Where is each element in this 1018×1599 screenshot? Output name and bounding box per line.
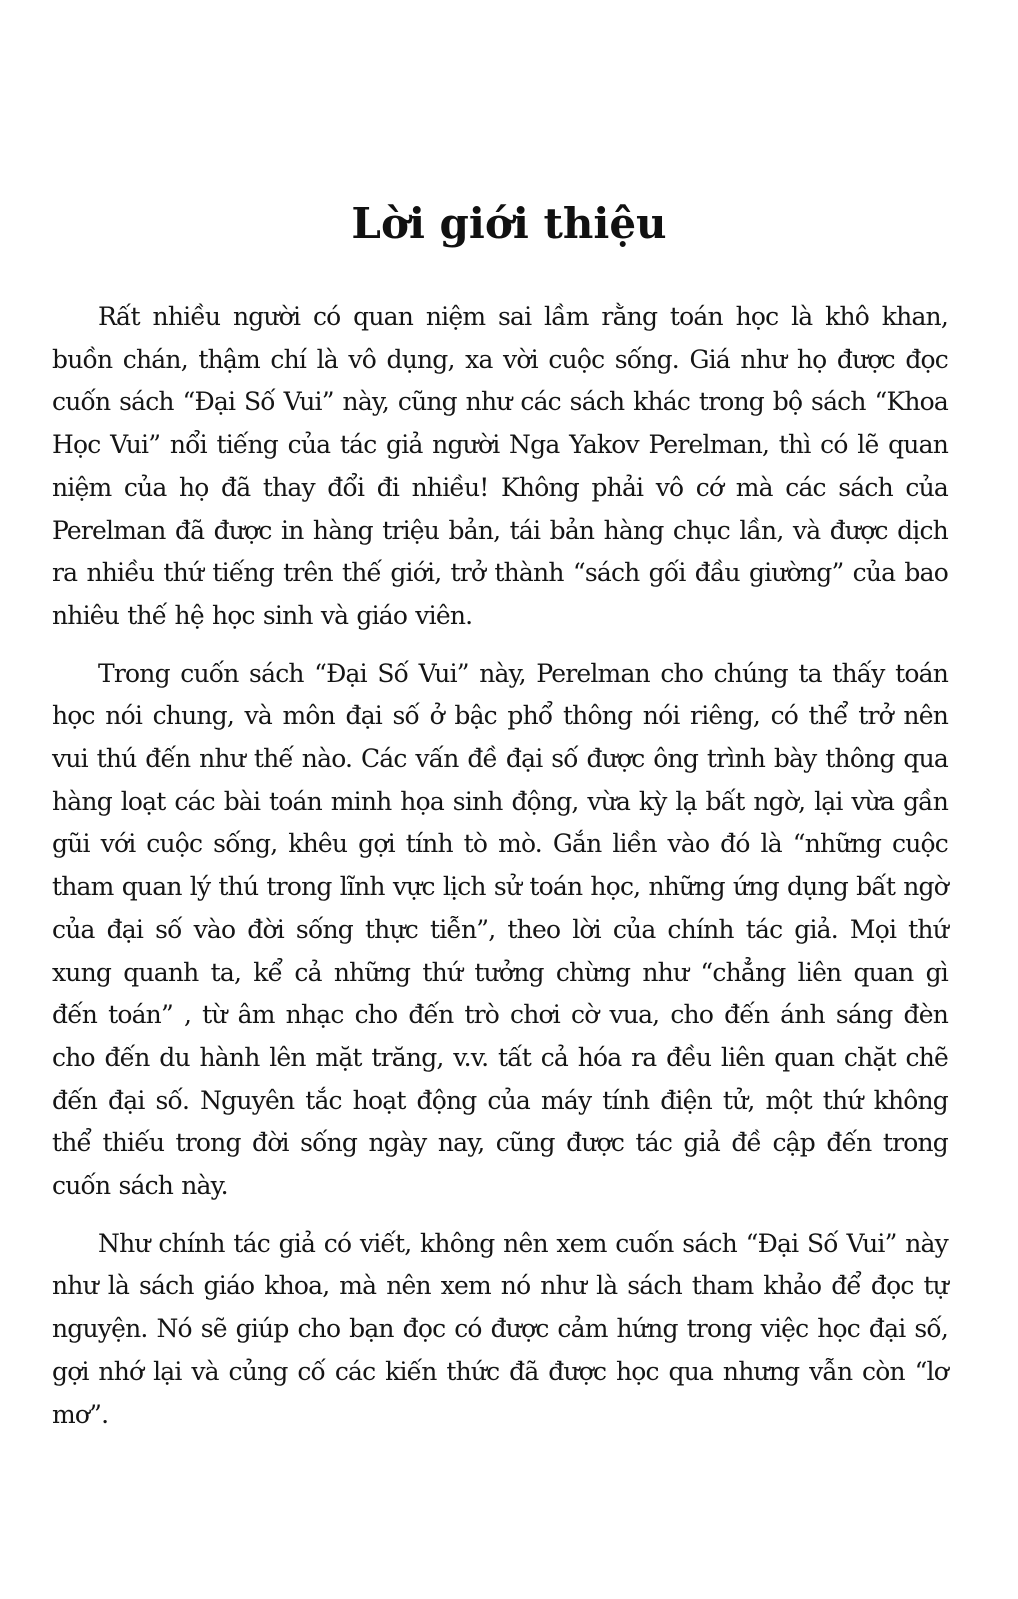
paragraph-2: Trong cuốn sách “Đại Số Vui” này, Perelman cho chúng ta thấy toán học nói chung, và môn đại số ở bậc phổ thông nói riêng, có thể trở nên vui thú đến như thế nào. Các vấn đề đại số được ông trình bày thông qua hàng loạt các bài toán minh họa sinh động, vừa kỳ lạ bất ngờ, lại vừa gần gũi với cuộc sống, khêu gợi tính tò mò. Gắn liền vào đó là “những cuộc tham quan lý thú trong lĩnh vực lịch sử toán học, những ứng dụng bất ngờ của đại số vào đời sống thực tiễn”, theo lời của chính tác giả. Mọi thứ xung quanh ta, kể cả những thứ tưởng chừng như “chẳng liên quan gì đến toán” , từ âm nhạc cho đến trò chơi cờ vua, cho đến ánh sáng đèn cho đến du hành lên mặt trăng, v.v. tất cả hóa ra đều liên quan chặt chẽ đến đại số. Nguyên tắc hoạt động của máy tính điện tử, một thứ không thể thiếu trong đời sống ngày nay, cũng được tác giả đề cập đến trong cuốn sách này. — [52, 658, 948, 1201]
body-text — [52, 296, 948, 1451]
page-title: Lời giới thiệu — [351, 199, 667, 248]
paragraph-3: Như chính tác giả có viết, không nên xem cuốn sách “Đại Số Vui” này như là sách giáo khoa, mà nên xem nó như là sách tham khảo để đọc tự nguyện. Nó sẽ giúp cho bạn đọc có được cảm hứng trong việc học đại số, gợi nhớ lại và củng cố các kiến thức đã được học qua nhưng vẫn còn “lơ mơ”. — [52, 1228, 948, 1429]
paragraph-1: Rất nhiều người có quan niệm sai lầm rằng toán học là khô khan, buồn chán, thậm chí là vô dụng, xa vời cuộc sống. Giá như họ được đọc cuốn sách “Đại Số Vui” này, cũng như các sách khác trong bộ sách “Khoa Học Vui” nổi tiếng của tác giả người Nga Yakov Perelman, thì có lẽ quan niệm của họ đã thay đổi đi nhiều! Không phải vô cớ mà các sách của Perelman đã được in hàng triệu bản, tái bản hàng chục lần, và được dịch ra nhiều thứ tiếng trên thế giới, trở thành “sách gối đầu giường” của bao nhiêu thế hệ học sinh và giáo viên. — [52, 302, 948, 630]
